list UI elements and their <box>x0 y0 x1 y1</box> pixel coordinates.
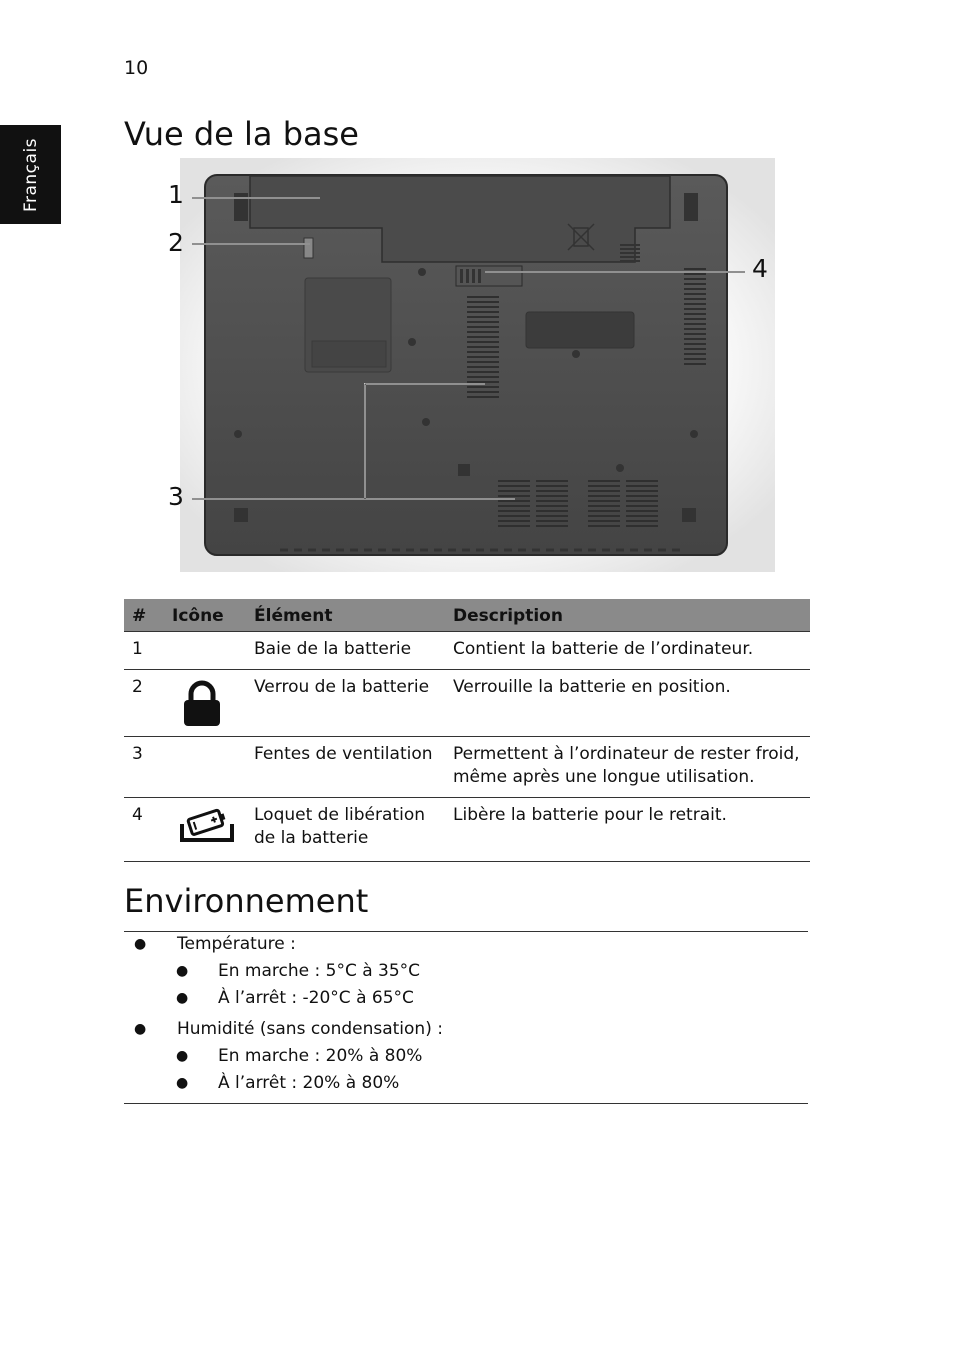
row-description: Permettent à l’ordinateur de rester froid, même après une longue utilisation. <box>445 737 810 798</box>
table-row <box>124 670 810 737</box>
table-row <box>124 632 810 670</box>
row-description: Libère la batterie pour le retrait. <box>445 798 810 862</box>
list-subitem: En marche : 5°C à 35°C <box>218 961 421 981</box>
bullet-icon: ● <box>134 936 147 952</box>
bullet-icon: ● <box>176 990 189 1006</box>
callout-3: 3 <box>168 482 184 511</box>
laptop-base-figure <box>160 158 775 572</box>
bullet-icon: ● <box>176 963 189 979</box>
padlock-icon <box>182 680 222 728</box>
row-icon <box>164 670 246 737</box>
list-subitem: À l’arrêt : -20°C à 65°C <box>218 988 414 1008</box>
list-subitem: En marche : 20% à 80% <box>218 1046 423 1066</box>
header-element: Élément <box>246 599 445 632</box>
section-title-environment: Environnement <box>124 882 369 920</box>
parts-table <box>124 599 810 862</box>
table-row <box>124 798 810 862</box>
row-description: Verrouille la batterie en position. <box>445 670 810 737</box>
row-icon <box>164 737 246 798</box>
header-icon: Icône <box>164 599 246 632</box>
section-title-base: Vue de la base <box>124 115 359 153</box>
table-row <box>124 737 810 798</box>
callout-1: 1 <box>168 180 184 209</box>
row-number: 4 <box>124 798 164 862</box>
language-tab <box>0 125 61 224</box>
header-number: # <box>124 599 164 632</box>
row-number: 2 <box>124 670 164 737</box>
laptop-bottom-illustration <box>160 158 775 572</box>
row-number: 1 <box>124 632 164 670</box>
row-icon <box>164 798 246 862</box>
bullet-icon: ● <box>176 1075 189 1091</box>
row-element: Fentes de ventilation <box>246 737 445 798</box>
row-number: 3 <box>124 737 164 798</box>
header-description: Description <box>445 599 810 632</box>
callout-2: 2 <box>168 228 184 257</box>
row-element: Baie de la batterie <box>246 632 445 670</box>
row-description: Contient la batterie de l’ordinateur. <box>445 632 810 670</box>
list-subitem: À l’arrêt : 20% à 80% <box>218 1073 400 1093</box>
row-icon <box>164 632 246 670</box>
environment-list <box>124 931 808 1104</box>
page-number: 10 <box>124 57 149 79</box>
row-element: Loquet de libération de la batterie <box>246 798 445 862</box>
battery-release-icon <box>178 806 236 846</box>
list-item: Température : <box>177 934 296 954</box>
list-item: Humidité (sans condensation) : <box>177 1019 443 1039</box>
row-element: Verrou de la batterie <box>246 670 445 737</box>
bullet-icon: ● <box>176 1048 189 1064</box>
bullet-icon: ● <box>134 1021 147 1037</box>
language-tab-label: Français <box>20 137 41 212</box>
callout-4: 4 <box>752 254 768 283</box>
table-header-row <box>124 599 810 632</box>
